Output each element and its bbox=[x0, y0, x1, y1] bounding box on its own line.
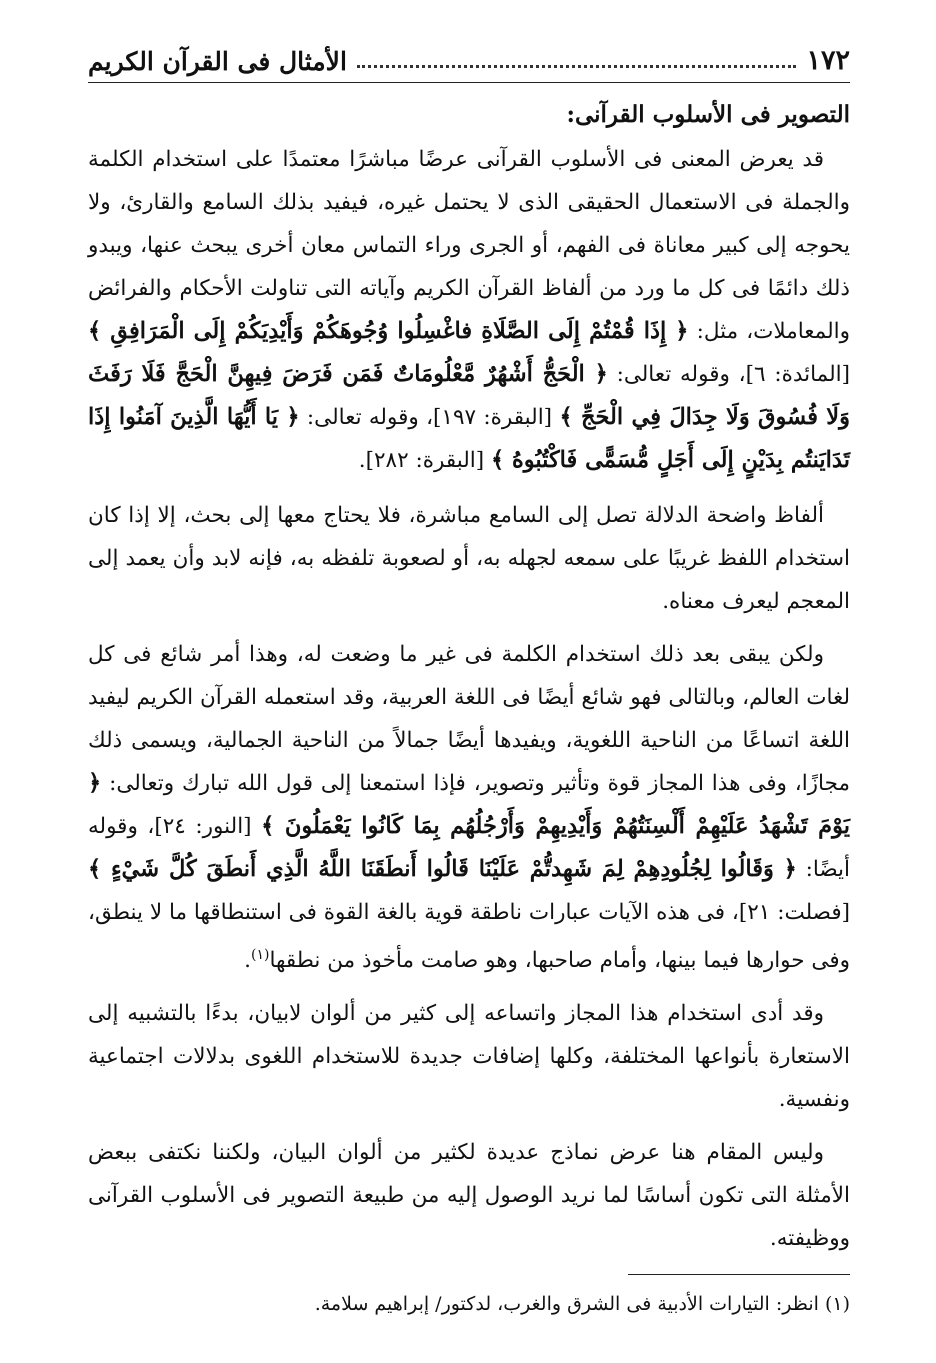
quran-verse-nur-24: ﴿ يَوْمَ تَشْهَدُ عَلَيْهِمْ أَلْسِنَتُهُمْ وَأَيْدِيهِمْ وَأَرْجُلُهُم بِمَا كَانُوا يَعْمَلُونَ ﴾ bbox=[88, 770, 850, 839]
paragraph-4: وقد أدى استخدام هذا المجاز واتساعه إلى كثير من ألوان لابيان، بدءًا بالتشبيه إلى الاستعارة بأنواعها المختلفة، وكلها إضافات جديدة للاستخدام اللغوى بدلالات اجتماعية ونفسية. bbox=[88, 1001, 850, 1113]
paragraph-2: ألفاظ واضحة الدلالة تصل إلى السامع مباشرة، فلا يحتاج معها إلى بحث، إلا إذا كان استخدام اللفظ غريبًا على سمعه لجهله به، أو لصعوبة تلفظه به، فإنه لابد وأن يعمد إلى المعجم ليعرف معناه. bbox=[88, 503, 850, 614]
paragraph-3-end: . bbox=[244, 948, 251, 974]
header-leader-dots bbox=[357, 64, 797, 68]
quran-verse-fussilat-21: ﴿ وَقَالُوا لِجُلُودِهِمْ لِمَ شَهِدتُّمْ عَلَيْنَا قَالُوا أَنطَقَنَا اللَّهُ الَّذِي أَنطَقَ كُلَّ شَيْءٍ ﴾ bbox=[88, 856, 797, 882]
verse-reference: [البقرة: ١٩٧]، وقوله تعالى: bbox=[299, 405, 560, 430]
section-title: التصوير فى الأسلوب القرآنى: bbox=[566, 101, 850, 128]
paragraph-3-text: ولكن يبقى بعد ذلك استخدام الكلمة فى غير ما وضعت له، وهذا أمر شائع فى كل لغات العالم، وبالتالى فهو شائع أيضًا فى اللغة العربية، وقد استعمله القرآن الكريم ليفيد اللغة اتساعًا من الناحية اللغوية، ويفيدها أيضًا جمالاً من الناحية الجمالية، ويسمى ذلك مجازًا، وفى هذا المجاز قوة وتأثير وتصوير، فإذا استمعنا إلى قول الله تبارك وتعالى: bbox=[88, 642, 850, 796]
page-header bbox=[88, 28, 850, 83]
verse-reference: [المائدة: ٦]، وقوله تعالى: bbox=[607, 362, 851, 387]
footnote-marker[interactable]: (١) bbox=[250, 947, 270, 963]
paragraph-1-text: قد يعرض المعنى فى الأسلوب القرآنى عرضًا مباشرًا معتمدًا على استخدام الكلمة والجملة فى الاستعمال الحقيقى الذى لا يحتمل غيره، فيفيد بذلك السامع والقارئ، ولا يحوجه إلى كبير معاناة فى الفهم، أو الجرى وراء التماس معان أخرى يبحث عنها، ويبدو ذلك دائمًا فى كل ما ورد من ألفاظ القرآن الكريم وآياته التى تناولت الأحكام والفرائض والمعاملات، مثل: bbox=[88, 147, 851, 344]
paragraph-3-continuation: [فصلت: ٢١]، فى هذه الآيات عبارات ناطقة قوية بالغة القوة فى استنطاقها ما لا ينطق، وفى حوارها فيما بينها، وأمام صاحبها، وهو صامت مأخوذ من نطقها bbox=[88, 900, 850, 974]
running-title: الأمثال فى القرآن الكريم bbox=[88, 47, 347, 76]
quran-verse-baqarah-197: ﴿ الْحَجُّ أَشْهُرٌ مَّعْلُومَاتٌ فَمَن فَرَضَ فِيهِنَّ الْحَجَّ فَلَا رَفَثَ وَلَا فُسُوقَ وَلَا جِدَالَ فِي الْحَجِّ ﴾ bbox=[88, 361, 850, 430]
quran-verse-maidah-6: ﴿ إِذَا قُمْتُمْ إِلَى الصَّلَاةِ فاغْسِلُوا وُجُوهَكُمْ وَأَيْدِيَكُمْ إِلَى الْمَرَافِقِ ﴾ bbox=[88, 318, 689, 344]
footnote-separator bbox=[628, 1274, 850, 1275]
paragraph-5: وليس المقام هنا عرض نماذج عديدة لكثير من ألوان البيان، ولكننا نكتفى ببعض الأمثلة التى تكون أساسًا لما نريد الوصول إليه من طبيعة التصوير فى الأسلوب القرآنى ووظيفته. bbox=[88, 1140, 850, 1252]
verse-reference: [النور: ٢٤]، وقوله أيضًا: bbox=[88, 814, 850, 882]
footnote: (١) انظر: التيارات الأدبية فى الشرق والغرب، لدكتور/ إبراهيم سلامة. bbox=[314, 1293, 850, 1316]
paragraph-3 bbox=[88, 633, 850, 982]
quran-verse-baqarah-282: ﴿ يَا أَيُّهَا الَّذِينَ آمَنُوا إِذَا تَدَايَنتُم بِدَيْنٍ إِلَى أَجَلٍ مُّسَمًّى فَاكْتُبُوهُ ﴾ bbox=[88, 404, 850, 473]
paragraph-1 bbox=[88, 138, 850, 482]
page-number: ١٧٢ bbox=[806, 45, 850, 76]
verse-reference: [البقرة: ٢٨٢]. bbox=[358, 448, 491, 473]
book-page bbox=[88, 28, 850, 1319]
